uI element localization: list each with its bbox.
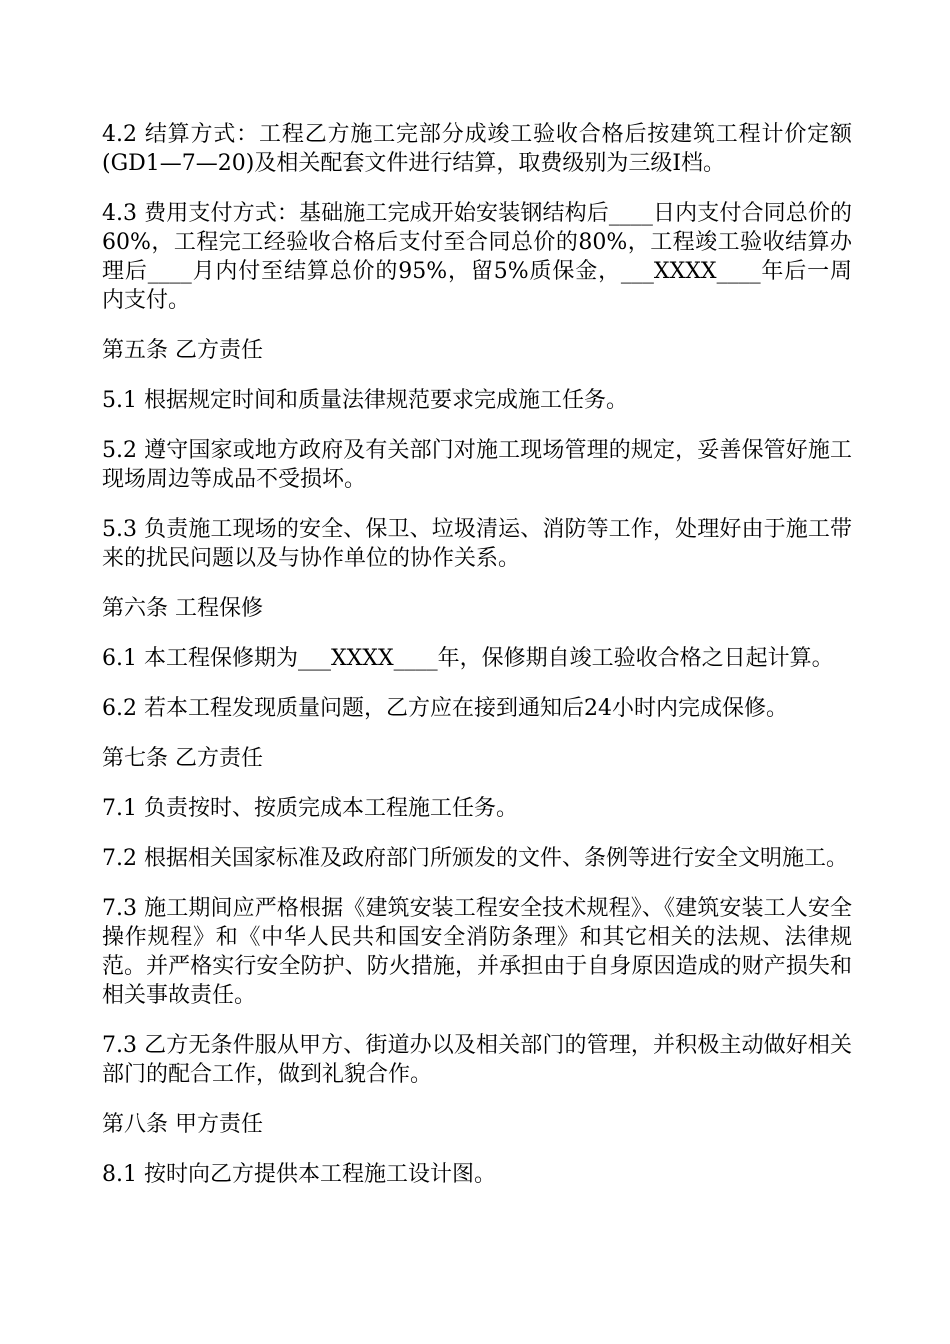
clause-7-2: 7.2 根据相关国家标准及政府部门所颁发的文件、条例等进行安全文明施工。 bbox=[102, 846, 848, 871]
clause-4-3: 4.3 费用支付方式：基础施工完成开始安装钢结构后____日内支付合同总价的60%，工程完工经验收合格后支付至合同总价的80%，工程竣工验收结算办理后____月内付至结算总价的95%，留5%质保金，___XXXX____年后一周内支付。 bbox=[102, 201, 852, 313]
clause-7-3a: 7.3 施工期间应严格根据《建筑安装工程安全技术规程》、《建筑安装工人安全操作规程》和《中华人民共和国安全消防条理》和其它相关的法规、法律规范。并严格实行安全防护、防火措施，并承担由于自身原因造成的财产损失和相关事故责任。 bbox=[102, 896, 852, 1008]
article-5-heading: 第五条 乙方责任 bbox=[102, 338, 263, 363]
document-page bbox=[102, 120, 852, 1210]
clause-6-1: 6.1 本工程保修期为___XXXX____年，保修期自竣工验收合格之日起计算。 bbox=[102, 646, 834, 671]
clause-6-2: 6.2 若本工程发现质量问题，乙方应在接到通知后24小时内完成保修。 bbox=[102, 696, 788, 721]
article-7-heading: 第七条 乙方责任 bbox=[102, 746, 263, 771]
article-6-heading: 第六条 工程保修 bbox=[102, 596, 263, 621]
article-8-heading: 第八条 甲方责任 bbox=[102, 1112, 263, 1137]
clause-5-3: 5.3 负责施工现场的安全、保卫、垃圾清运、消防等工作，处理好由于施工带来的扰民问题以及与协作单位的协作关系。 bbox=[102, 517, 852, 571]
clause-8-1: 8.1 按时向乙方提供本工程施工设计图。 bbox=[102, 1162, 496, 1187]
clause-7-3b: 7.3 乙方无条件服从甲方、街道办以及相关部门的管理，并积极主动做好相关部门的配合工作，做到礼貌合作。 bbox=[102, 1033, 852, 1087]
clause-5-1: 5.1 根据规定时间和质量法律规范要求完成施工任务。 bbox=[102, 388, 628, 413]
clause-5-2: 5.2 遵守国家或地方政府及有关部门对施工现场管理的规定，妥善保管好施工现场周边等成品不受损坏。 bbox=[102, 438, 852, 492]
clause-7-1: 7.1 负责按时、按质完成本工程施工任务。 bbox=[102, 796, 518, 821]
clause-4-2: 4.2 结算方式：工程乙方施工完部分成竣工验收合格后按建筑工程计价定额(GD1—7—20)及相关配套文件进行结算，取费级别为三级Ⅰ档。 bbox=[102, 122, 852, 176]
